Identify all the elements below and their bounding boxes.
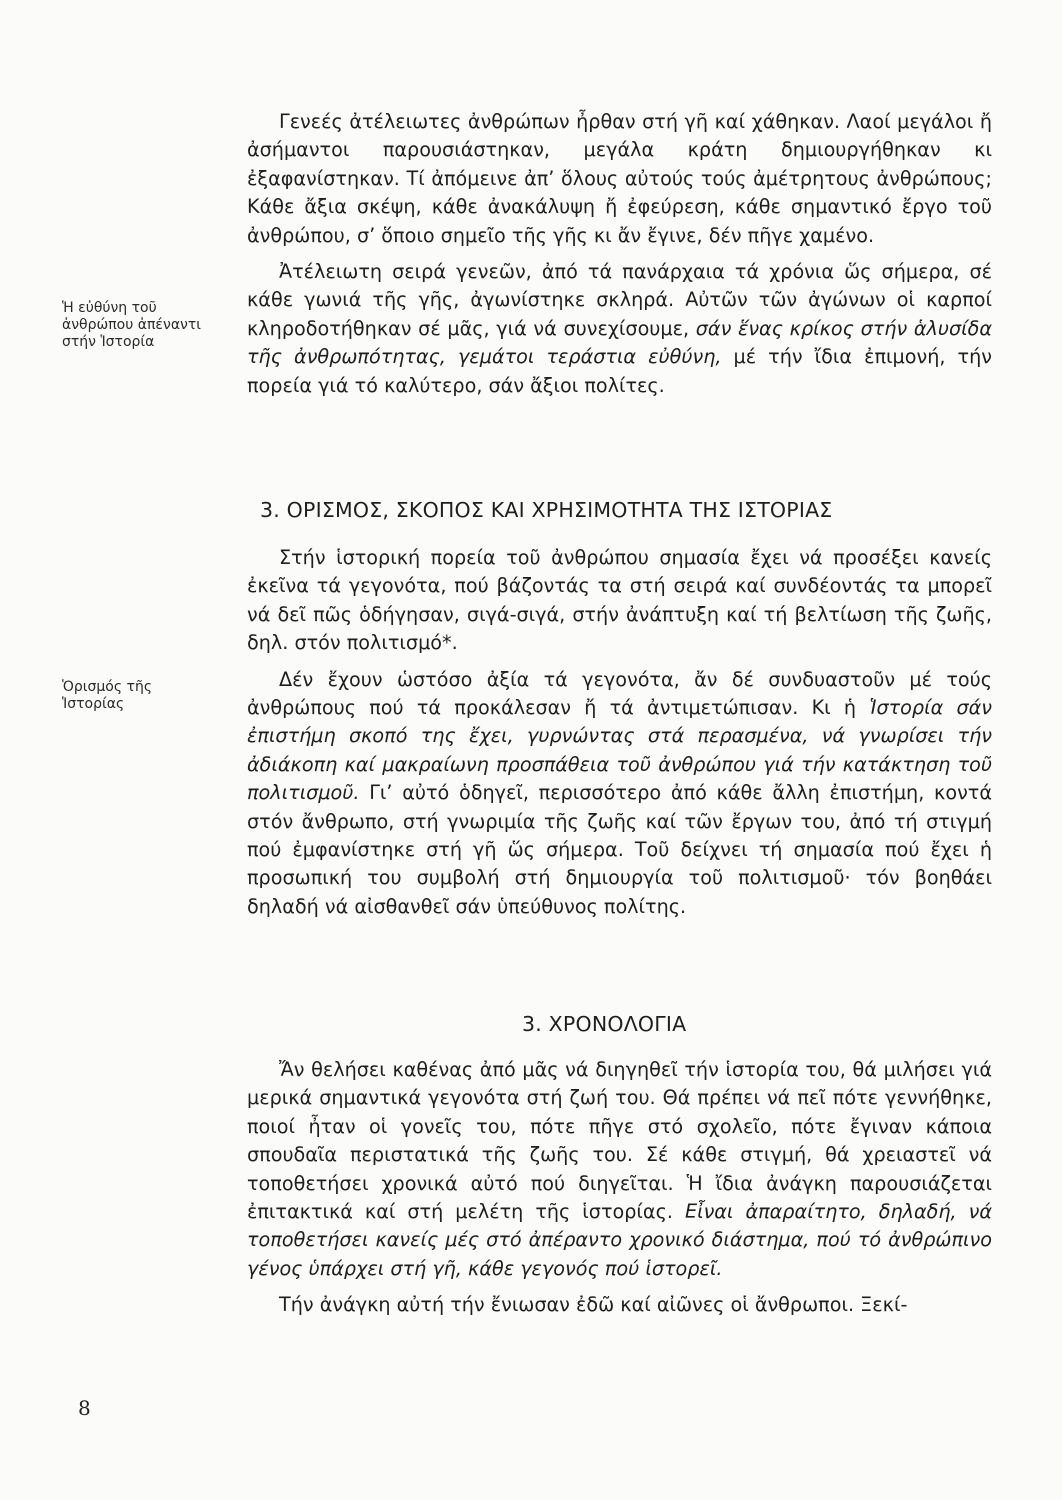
text-block-intro (247, 108, 992, 400)
text-block-definition (247, 544, 992, 921)
section-heading-definition: 3. ΟΡΙΣΜΟΣ, ΣΚΟΠΟΣ ΚΑΙ ΧΡΗΣΙΜΟΤΗΤΑ ΤΗΣ ΙΣΤΟΡΙΑΣ (260, 498, 833, 522)
section-heading-chronology: 3. ΧΡΟΝΟΛΟΓΙΑ (522, 1012, 687, 1036)
paragraph-text: Ἄν θελήσει καθένας ἀπό μᾶς νά διηγηθεῖ τήν ἱστορία του, θά μιλήσει γιά μερικά σημαντικά γεγονότα στή ζωή του. Θά πρέπει νά πεῖ πότε γεννήθηκε, ποιοί ἦταν οἱ γονεῖς του, πότε πῆγε στό σχολεῖο, πότε ἔγιναν κάποια σπουδαῖα περιστατικά τῆς ζωῆς του. Σέ κάθε στιγμή, θά χρειαστεῖ νά τοποθετήσει χρονικά αὐτό πού διηγεῖται. Ἡ ἴδια ἀνάγκη παρουσιάζεται ἐπιτακτικά καί στή μελέτη τῆς ἱστορίας. (247, 1058, 992, 1224)
emphasis-text: Εἶναι ἀπαραίτητο, δηλαδή, νά τοποθετήσει κανείς μές στό ἀπέραντο χρονικό διάστημα, πού τό ἀνθρώπινο γένος ὑπάρχει στή γῆ, κάθε γεγονός πού ἱστορεῖ. (247, 1200, 993, 1280)
paragraph-generations: Γενεές ἀτέλειωτες ἀνθρώπων ἦρθαν στή γῆ καί χάθηκαν. Λαοί μεγάλοι ἤ ἀσήμαντοι παρουσιάστηκαν, μεγάλα κράτη δημιουργήθηκαν κι ἐξαφανίστηκαν. Τί ἀπόμεινε ἀπ’ ὅλους αὐτούς τούς ἀμέτρητους ἀνθρώπους; Κάθε ἄξια σκέψη, κάθε ἀνακάλυψη ἤ ἐφεύρεση, κάθε σημαντικό ἔργο τοῦ ἀνθρώπου, σ’ ὅποιο σημεῖο τῆς γῆς κι ἄν ἔγινε, δέν πῆγε χαμένο. (247, 110, 992, 247)
paragraph-text: Δέν ἔχουν ὡστόσο ἀξία τά γεγονότα, ἄν δέ συνδυαστοῦν μέ τούς ἀνθρώπους πού τά προκάλεσαν ἤ τά ἀντιμετώπισαν. Κι ἡ (247, 667, 992, 720)
paragraph-endless-generations (247, 258, 992, 400)
paragraph-own-story (247, 1056, 992, 1283)
margin-note-responsibility: Ἡ εὐθύνη τοῦ ἀνθρώπου ἀπέναντι στήν Ἱστορία (62, 300, 202, 350)
paragraph-need-felt: Τήν ἀνάγκη αὐτή τήν ἔνιωσαν ἐδῶ καί αἰῶνες οἱ ἄνθρωποι. Ξεκί- (279, 1293, 908, 1317)
paragraph-text: μέ τήν ἴδια ἐπιμονή, τήν πορεία γιά τό καλύτερο, σάν ἄξιοι πολίτες. (247, 345, 992, 397)
margin-note-definition: Ὁρισμός τῆς Ἱστορίας (62, 679, 153, 712)
emphasis-text: σάν ἕνας κρίκος στήν ἁλυσίδα τῆς ἀνθρωπότητας, γεμάτοι τεράστια εὐθύνη, (247, 316, 993, 369)
page-number: 8 (78, 1396, 91, 1420)
emphasis-text: Ἱστορία σάν ἐπιστήμη σκοπό της ἔχει, γυρνώντας στά περασμένα, νά γνωρίσει τήν ἀδιάκοπη καί μακραίωνη προσπάθεια τοῦ ἀνθρώπου γιά τήν κατάκτηση τοῦ πολιτισμοῦ. (247, 696, 992, 805)
paragraph-historical-course: Στήν ἱστορική πορεία τοῦ ἀνθρώπου σημασία ἔχει νά προσέξει κανείς ἐκεῖνα τά γεγονότα, πού βάζοντάς τα στή σειρά καί συνδέοντάς τα μπορεῖ νά δεῖ πῶς ὁδήγησαν, σιγά-σιγά, στήν ἀνάπτυξη καί τή βελτίωση τῆς ζωῆς, δηλ. στόν πολιτισμό*. (247, 546, 992, 655)
paragraph-events-value (247, 666, 992, 922)
paragraph-text: Ἀτέλειωτη σειρά γενεῶν, ἀπό τά πανάρχαια τά χρόνια ὥς σήμερα, σέ κάθε γωνιά τῆς γῆς, ἀγωνίστηκε σκληρά. Αὐτῶν τῶν ἀγώνων οἱ καρποί κληροδοτήθηκαν σέ μᾶς, γιά νά συνεχίσουμε, (247, 260, 992, 340)
text-block-chronology (247, 1056, 992, 1320)
paragraph-text: Γι’ αὐτό ὁδηγεῖ, περισσότερο ἀπό κάθε ἄλλη ἐπιστήμη, κοντά στόν ἄνθρωπο, στή γνωριμία τῆς ζωῆς καί τῶν ἔργων του, ἀπό τή στιγμή πού ἐμφανίστηκε στή γῆ ὥς σήμερα. Τοῦ δείχνει τή σημασία πού ἔχει ἡ προσωπική του συμβολή στή δημιουργία τοῦ πολιτισμοῦ· τόν βοηθάει δηλαδή νά αἰσθανθεῖ σάν ὑπεύθυνος πολίτης. (247, 781, 992, 918)
